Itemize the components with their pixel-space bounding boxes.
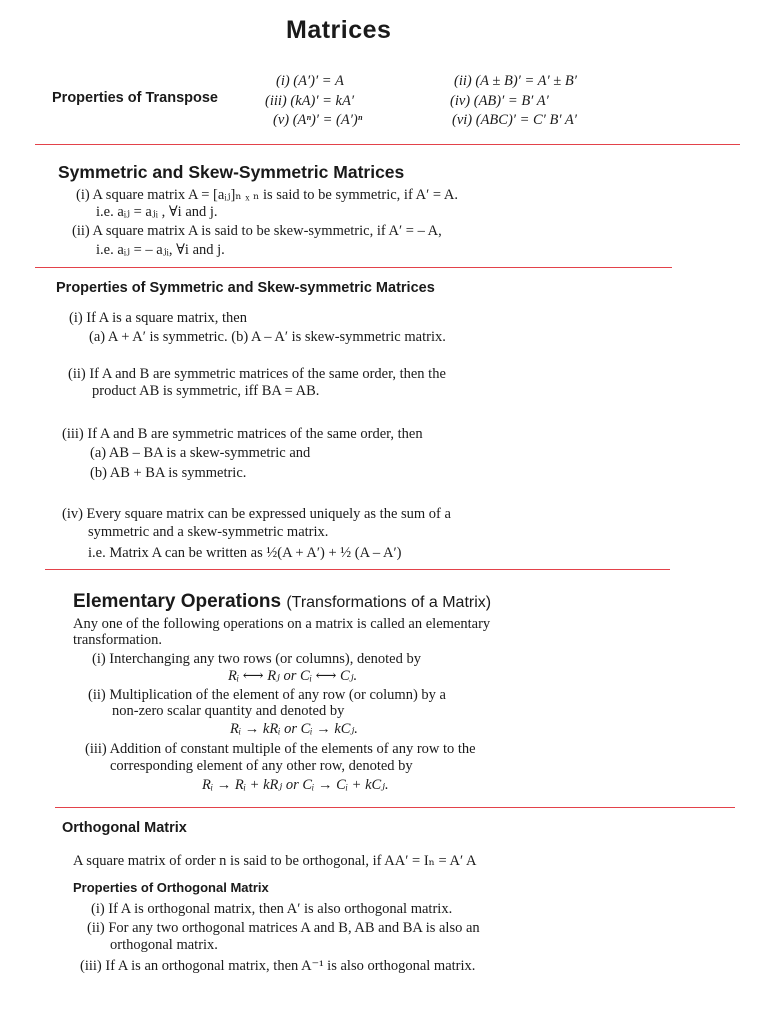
transpose-item: (v) (Aⁿ)′ = (A′)ⁿ: [273, 112, 363, 128]
text-line: i.e. aᵢⱼ = aⱼᵢ , ∀i and j.: [96, 204, 218, 220]
sym-props-heading: Properties of Symmetric and Skew-symmetric Matrices: [56, 280, 435, 296]
text-line: (ii) Multiplication of the element of any row (or column) by a: [88, 687, 446, 703]
text-line: (a) A + A′ is symmetric. (b) A – A′ is skew-symmetric matrix.: [89, 329, 446, 345]
transpose-item: (ii) (A ± B)′ = A′ ± B′: [454, 73, 577, 89]
transpose-item: (iii) (kA)′ = kA′: [265, 93, 354, 109]
transpose-item: (vi) (ABC)′ = C′ B′ A′: [452, 112, 577, 128]
text-line: (ii) A square matrix A is said to be skew-symmetric, if A′ = – A,: [72, 223, 442, 239]
text-line: (i) If A is orthogonal matrix, then A′ is also orthogonal matrix.: [91, 901, 453, 917]
text-line: (b) AB + BA is symmetric.: [90, 465, 247, 481]
transpose-item: (i) (A′)′ = A: [276, 73, 344, 89]
text-line: (i) Interchanging any two rows (or columns), denoted by: [92, 651, 421, 667]
text-line: corresponding element of any other row, denoted by: [110, 758, 413, 774]
text-line: (ii) For any two orthogonal matrices A and B, AB and BA is also an: [87, 920, 480, 936]
elementary-heading: [73, 591, 491, 613]
transpose-heading: Properties of Transpose: [52, 90, 218, 106]
formula-line: Rᵢ ⟷ Rⱼ or Cᵢ ⟷ Cⱼ.: [228, 668, 358, 684]
text-line: (a) AB – BA is a skew-symmetric and: [90, 445, 311, 461]
divider: [45, 569, 670, 570]
symmetric-heading: Symmetric and Skew-Symmetric Matrices: [58, 162, 405, 182]
formula-line: Rᵢ → Rᵢ + kRⱼ or Cᵢ → Cᵢ + kCⱼ.: [202, 777, 389, 793]
text-line: (iv) Every square matrix can be expressed uniquely as the sum of a: [62, 506, 451, 522]
text-line: (i) A square matrix A = [aᵢⱼ]ₙ ₓ ₙ is said to be symmetric, if A′ = A.: [76, 187, 458, 203]
elementary-heading-bold: Elementary Operations: [73, 591, 282, 612]
orthogonal-props-heading: Properties of Orthogonal Matrix: [73, 880, 269, 895]
text-line: (iii) If A and B are symmetric matrices of the same order, then: [62, 426, 423, 442]
elementary-heading-sub: (Transformations of a Matrix): [286, 594, 492, 611]
text-line: A square matrix of order n is said to be orthogonal, if AA′ = Iₙ = A′ A: [73, 853, 477, 869]
text-line: non-zero scalar quantity and denoted by: [112, 703, 345, 719]
text-line: (ii) If A and B are symmetric matrices of the same order, then the: [68, 366, 446, 382]
text-line: symmetric and a skew-symmetric matrix.: [88, 524, 329, 540]
text-line: transformation.: [73, 632, 162, 648]
text-line: orthogonal matrix.: [110, 937, 218, 953]
orthogonal-heading: Orthogonal Matrix: [62, 820, 187, 836]
divider: [35, 267, 672, 268]
text-line: (iii) If A is an orthogonal matrix, then A⁻¹ is also orthogonal matrix.: [80, 958, 476, 974]
text-line: i.e. Matrix A can be written as ½(A + A′) + ½ (A – A′): [88, 545, 402, 561]
divider: [35, 144, 740, 145]
text-line: i.e. aᵢⱼ = – aⱼᵢ, ∀i and j.: [96, 242, 225, 258]
text-line: product AB is symmetric, iff BA = AB.: [92, 383, 320, 399]
text-line: (iii) Addition of constant multiple of the elements of any row to the: [85, 741, 476, 757]
formula-line: Rᵢ → kRᵢ or Cᵢ → kCⱼ.: [230, 721, 358, 737]
transpose-item: (iv) (AB)′ = B′ A′: [450, 93, 549, 109]
text-line: Any one of the following operations on a matrix is called an elementary: [73, 616, 491, 632]
page-title: Matrices: [286, 16, 392, 44]
divider: [55, 807, 735, 808]
text-line: (i) If A is a square matrix, then: [69, 310, 247, 326]
